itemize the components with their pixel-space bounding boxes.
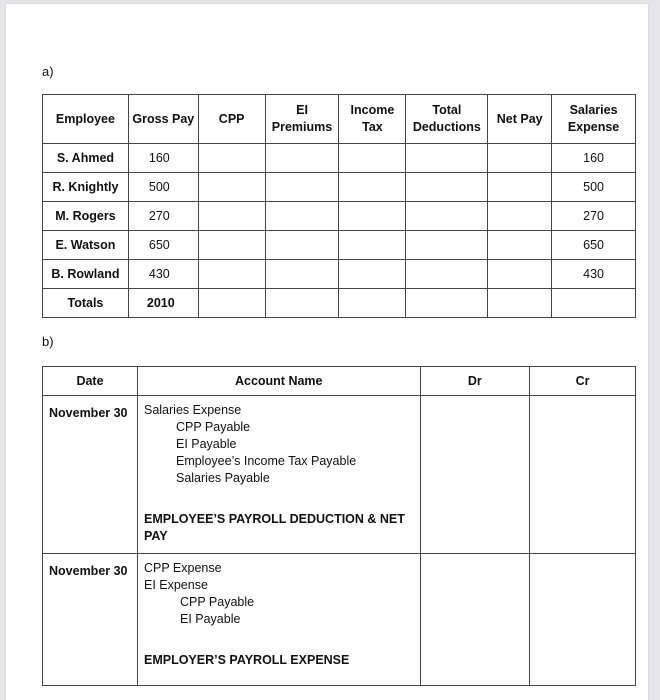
total-deductions-cell[interactable] [406,260,488,289]
gross-pay-cell: 500 [128,173,198,202]
salaries-expense-cell: 270 [552,202,636,231]
account-line: EI Payable [175,437,237,451]
salaries-expense-total-cell[interactable] [552,289,636,318]
account-lines [137,554,420,686]
income-tax-cell[interactable] [339,173,406,202]
income-tax-cell[interactable] [339,231,406,260]
table-row [43,231,636,260]
ei-premiums-cell[interactable] [265,260,339,289]
table-row [43,173,636,202]
part-b-label: b) [42,334,54,349]
gross-pay-cell: 160 [128,144,198,173]
cpp-cell[interactable] [198,173,265,202]
cpp-cell[interactable] [198,260,265,289]
account-line: CPP Expense [143,561,222,575]
payroll-register-table [42,94,636,318]
account-line: Employee’s Income Tax Payable [175,454,357,468]
header-row [43,95,636,144]
journal-entry-table [42,366,636,686]
account-lines [137,396,420,554]
net-pay-cell[interactable] [488,173,552,202]
net-pay-cell[interactable] [488,144,552,173]
debit-cell[interactable] [420,396,530,554]
debit-cell[interactable] [420,554,530,686]
col-gross-pay-header: Gross Pay [128,95,198,144]
entry-date: November 30 [43,554,138,686]
credit-cell[interactable] [530,554,636,686]
account-line: Salaries Payable [175,471,270,485]
col-salaries-expense-header: Salaries Expense [552,95,636,144]
col-ei-premiums-header: EI Premiums [265,95,339,144]
salaries-expense-cell: 500 [552,173,636,202]
cpp-total-cell[interactable] [198,289,265,318]
total-deductions-cell[interactable] [406,144,488,173]
net-pay-cell[interactable] [488,260,552,289]
gross-pay-total: 2010 [128,289,198,318]
salaries-expense-cell: 650 [552,231,636,260]
gross-pay-cell: 650 [128,231,198,260]
employee-cell: S. Ahmed [43,144,129,173]
col-cpp-header: CPP [198,95,265,144]
journal-entry-row [43,554,636,686]
entry-date: November 30 [43,396,138,554]
credit-cell[interactable] [530,396,636,554]
employee-cell: B. Rowland [43,260,129,289]
employee-cell: M. Rogers [43,202,129,231]
net-pay-cell[interactable] [488,231,552,260]
total-deductions-cell[interactable] [406,231,488,260]
col-employee-header: Employee [43,95,129,144]
account-line: CPP Payable [179,595,255,609]
account-line: CPP Payable [175,420,251,434]
debit-header: Dr [420,367,530,396]
gross-pay-cell: 430 [128,260,198,289]
cpp-cell[interactable] [198,231,265,260]
total-deductions-cell[interactable] [406,173,488,202]
table-row [43,144,636,173]
total-deductions-total-cell[interactable] [406,289,488,318]
worksheet-page [6,4,648,700]
ei-premiums-cell[interactable] [265,144,339,173]
totals-label: Totals [43,289,129,318]
table-row [43,260,636,289]
col-income-tax-header: Income Tax [339,95,406,144]
account-line: Salaries Expense [143,403,242,417]
income-tax-cell[interactable] [339,144,406,173]
date-header: Date [43,367,138,396]
col-total-deductions-header: Total Deductions [406,95,488,144]
employee-cell: E. Watson [43,231,129,260]
table-row [43,202,636,231]
totals-row [43,289,636,318]
employee-cell: R. Knightly [43,173,129,202]
salaries-expense-cell: 430 [552,260,636,289]
part-a-label: a) [42,64,54,79]
ei-premiums-total-cell[interactable] [265,289,339,318]
journal-header-row [43,367,636,396]
journal-entry-row [43,396,636,554]
ei-premiums-cell[interactable] [265,231,339,260]
net-pay-total-cell[interactable] [488,289,552,318]
ei-premiums-cell[interactable] [265,202,339,231]
gross-pay-cell: 270 [128,202,198,231]
account-line: EI Expense [143,578,208,592]
income-tax-cell[interactable] [339,202,406,231]
account-line: EI Payable [179,612,241,626]
income-tax-cell[interactable] [339,260,406,289]
col-net-pay-header: Net Pay [488,95,552,144]
salaries-expense-cell: 160 [552,144,636,173]
cpp-cell[interactable] [198,144,265,173]
income-tax-total-cell[interactable] [339,289,406,318]
entry-description: EMPLOYEE’S PAYROLL DEDUCTION & NET PAY [143,512,405,543]
total-deductions-cell[interactable] [406,202,488,231]
account-name-header: Account Name [137,367,420,396]
ei-premiums-cell[interactable] [265,173,339,202]
net-pay-cell[interactable] [488,202,552,231]
cpp-cell[interactable] [198,202,265,231]
entry-description: EMPLOYER’S PAYROLL EXPENSE [143,653,350,667]
credit-header: Cr [530,367,636,396]
